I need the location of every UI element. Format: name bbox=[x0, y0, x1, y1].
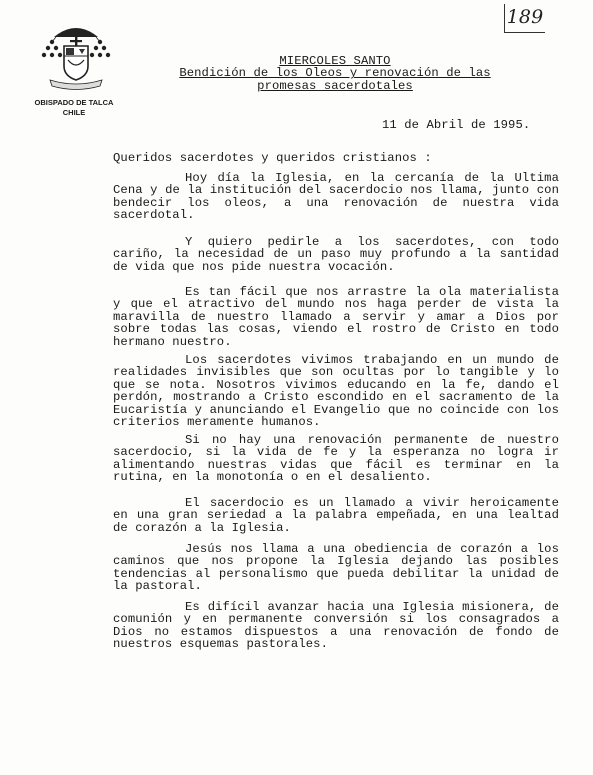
paragraph-7: Jesús nos llama a una obediencia de corazón a los caminos que nos propone la Iglesia dejando las posibles tendencias al personalismo que pueda debilitar la unidad de la pastoral. bbox=[113, 542, 559, 594]
paragraph-6: El sacerdocio es un llamado a vivir heroicamente en una gran seriedad a la palabra empeñada, en una lealtad de corazón a la Iglesia. bbox=[113, 496, 559, 535]
paragraph-2: Y quiero pedirle a los sacerdotes, con todo cariño, la necesidad de un paso muy profundo a la santidad de vida que nos pide nuestra vocación. bbox=[113, 235, 559, 274]
paragraph-1: Hoy día la Iglesia, en la cercanía de la Ultima Cena y de la institución del sacerdocio nos llama, junto con bendecir los oleos, a una renovación de nuestra vida sacerdotal. bbox=[113, 171, 559, 223]
paragraph-5: Si no hay una renovación permanente de nuestro sacerdocio, si la vida de fe y la esperanza no logra ir alimentando nuestras vidas que fácil es terminar en la rutina, en la monotonía o en el desaliento. bbox=[113, 433, 559, 485]
diocese-letterhead bbox=[18, 98, 130, 118]
paragraph-8: Es difícil avanzar hacia una Iglesia misionera, de comunión y en permanente conversión si los consagrados a Dios no estamos dispuestos a una renovación de fondo de nuestros esquemas pastorales. bbox=[113, 600, 559, 652]
salutation: Queridos sacerdotes y queridos cristianos : bbox=[113, 151, 432, 165]
bishop-coat-of-arms-icon bbox=[36, 20, 116, 92]
letter-date: 11 de Abril de 1995. bbox=[382, 118, 531, 132]
diocese-country: CHILE bbox=[62, 108, 86, 117]
title-line-3: promesas sacerdotales bbox=[257, 78, 413, 93]
diocese-name: OBISPADO DE TALCA bbox=[34, 98, 114, 107]
handwritten-page-number: 189 bbox=[504, 4, 545, 33]
title-line-2: Bendición de los Oleos y renovación de las bbox=[179, 66, 491, 81]
title-line-1: MIERCOLES SANTO bbox=[279, 54, 391, 68]
document-title bbox=[170, 55, 500, 92]
paragraph-4: Los sacerdotes vivimos trabajando en un mundo de realidades invisibles que son ocultas por lo tangible y lo que se nota. Nosotros vivimos educando en la fe, dando el perdón, mostrando a Cristo escondido en el sacramento de la Eucaristía y anunciando el Evangelio que no coincide con los criterios meramente humanos. bbox=[113, 353, 559, 430]
paragraph-3: Es tan fácil que nos arrastre la ola materialista y que el atractivo del mundo nos haga perder de vista la maravilla de nuestro llamado a servir y amar a Dios por sobre todas las cosas, viendo el rostro de Cristo en todo hermano nuestro. bbox=[113, 285, 559, 349]
